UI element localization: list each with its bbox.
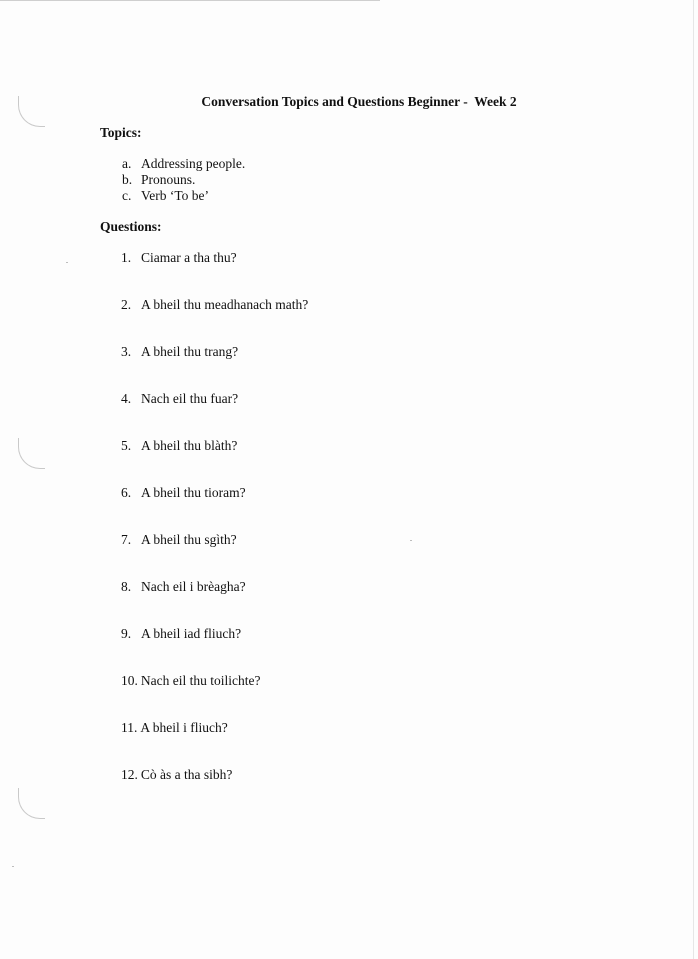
question-item — [121, 532, 237, 548]
question-number: 11. — [121, 720, 138, 735]
scan-edge-top — [0, 0, 380, 1]
question-number: 6. — [121, 485, 132, 500]
question-item — [121, 673, 260, 689]
scan-edge-right — [693, 0, 694, 959]
page-title: Conversation Topics and Questions Beginner - Week 2 — [201, 94, 517, 109]
question-number: 2. — [121, 297, 132, 312]
topic-item — [122, 156, 245, 172]
scan-speck — [12, 866, 14, 867]
question-item — [121, 391, 238, 407]
topic-marker: c. — [122, 188, 132, 203]
question-item — [121, 626, 241, 642]
question-number: 9. — [121, 626, 132, 641]
question-text: Nach eil thu fuar? — [141, 391, 239, 406]
topic-marker: a. — [122, 156, 132, 171]
question-number: 8. — [121, 579, 132, 594]
question-item — [121, 344, 238, 360]
question-number: 3. — [121, 344, 132, 359]
topic-text: Pronouns. — [141, 172, 196, 187]
question-item — [121, 297, 308, 313]
question-number: 5. — [121, 438, 132, 453]
question-text: A bheil thu trang? — [141, 344, 239, 359]
question-text: A bheil thu blàth? — [141, 438, 238, 453]
question-item — [121, 767, 232, 783]
scan-speck — [66, 262, 68, 263]
question-text: A bheil i fliuch? — [140, 720, 228, 735]
question-text: A bheil thu tioram? — [141, 485, 246, 500]
punch-hole-mark-bottom — [18, 788, 45, 819]
question-text: A bheil iad fliuch? — [141, 626, 242, 641]
question-text: Cò às a tha sibh? — [140, 767, 233, 782]
topics-heading: Topics: — [100, 125, 142, 140]
topic-item — [122, 188, 209, 204]
punch-hole-mark-middle — [18, 438, 45, 469]
question-item — [121, 250, 237, 266]
scan-speck — [410, 540, 412, 541]
question-item — [121, 720, 228, 736]
question-text: A bheil thu sgìth? — [141, 532, 237, 547]
question-text: A bheil thu meadhanach math? — [141, 297, 309, 312]
question-item — [121, 485, 246, 501]
topic-marker: b. — [122, 172, 133, 187]
question-text: Nach eil thu toilichte? — [140, 673, 261, 688]
question-text: Nach eil i brèagha? — [141, 579, 246, 594]
question-number: 12. — [121, 767, 138, 782]
question-number: 1. — [121, 250, 132, 265]
question-number: 4. — [121, 391, 132, 406]
topic-item — [122, 172, 195, 188]
topic-text: Verb ‘To be’ — [141, 188, 210, 203]
question-item — [121, 579, 246, 595]
questions-heading: Questions: — [100, 219, 162, 234]
question-item — [121, 438, 237, 454]
question-number: 7. — [121, 532, 132, 547]
question-number: 10. — [121, 673, 138, 688]
question-text: Ciamar a tha thu? — [141, 250, 237, 265]
topic-text: Addressing people. — [141, 156, 246, 171]
